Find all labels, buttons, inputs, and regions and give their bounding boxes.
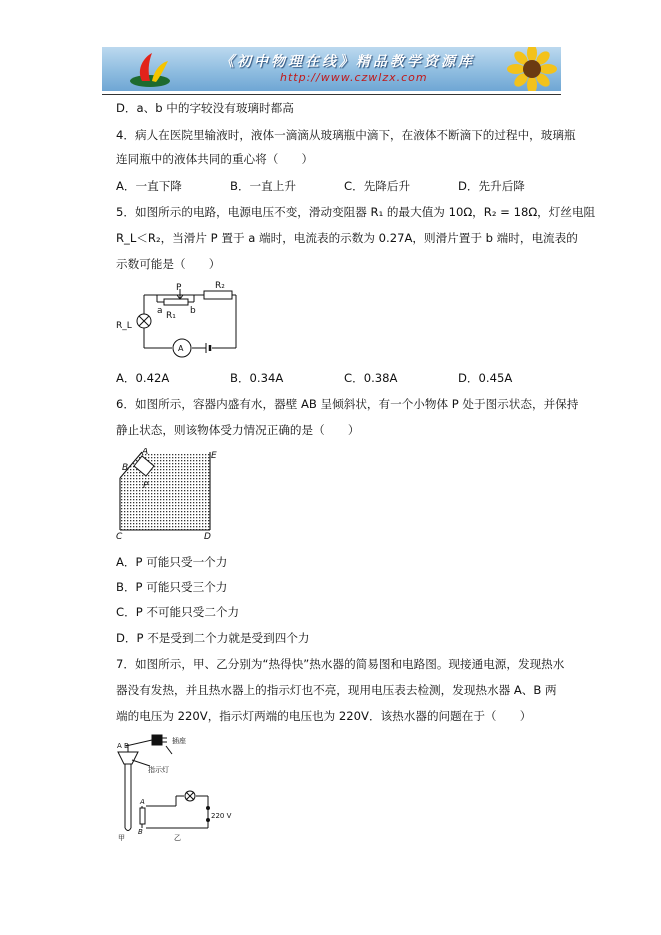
q7-label-plug: 插座 [172, 737, 186, 745]
q6-option-b: B．P 可能只受三个力 [116, 580, 228, 594]
q6-text-line2: 静止状态，则该物体受力情况正确的是（ ） [116, 423, 360, 437]
header-rule [102, 94, 561, 95]
q5-label-a: a [157, 306, 163, 316]
q6-label-a: A [142, 448, 149, 457]
q7-label-220v: 220 V [211, 812, 232, 820]
q6-option-d: D．P 不是受到二个力就是受到四个力 [116, 631, 310, 645]
q7-label-a: A [140, 798, 145, 806]
q6-container-diagram [112, 448, 222, 540]
q4-text-line2: 连同瓶中的液体共同的重心将（ ） [116, 152, 314, 166]
q3-option-d: D．a、b 中的字较没有玻璃时都高 [116, 101, 294, 115]
q7-label-yi: 乙 [174, 834, 181, 842]
q7-label-b: B [138, 828, 143, 836]
q6-option-c: C．P 不可能只受二个力 [116, 605, 240, 619]
header-banner [102, 47, 561, 91]
banner-url: http://www.czwlzx.com [280, 71, 428, 84]
q7-label-lamp: 指示灯 [148, 766, 169, 774]
q7-label-jia: 甲 [118, 834, 125, 842]
q5-option-a: A．0.42A [116, 371, 170, 385]
q5-ammeter-label: A [178, 344, 184, 353]
q5-label-p: P [176, 283, 182, 293]
q5-label-r2: R₂ [215, 281, 225, 291]
q5-text-line2: R_L＜R₂，当滑片 P 置于 a 端时，电流表的示数为 0.27A，则滑片置于 b 端时，电流表的 [116, 231, 578, 245]
q7-label-ab: A B [117, 742, 129, 750]
q6-option-a: A．P 可能只受一个力 [116, 555, 228, 569]
site-logo-icon [128, 51, 172, 89]
q5-label-rl: R_L [116, 321, 132, 331]
q6-label-p: P [143, 481, 149, 491]
q4-option-a: A．一直下降 [116, 179, 182, 193]
q7-text-line2: 器没有发热，并且热水器上的指示灯也不亮，现用电压表去检测，发现热水器 A、B 两 [116, 683, 557, 697]
q4-option-b: B．一直上升 [230, 179, 296, 193]
q6-text-line1: 6．如图所示，容器内盛有水，器壁 AB 呈倾斜状，有一个小物体 P 处于图示状态，并保持 [116, 397, 579, 411]
q7-text-line3: 端的电压为 220V，指示灯两端的电压也为 220V．该热水器的问题在于（ ） [116, 709, 532, 723]
q5-option-d: D．0.45A [458, 371, 513, 385]
q5-text-line1: 5．如图所示的电路，电源电压不变，滑动变阻器 R₁ 的最大值为 10Ω，R₂ = 18Ω，灯丝电阻 [116, 205, 596, 219]
sunflower-icon [502, 47, 561, 91]
q7-text-line1: 7．如图所示，甲、乙分别为“热得快”热水器的简易图和电路图。现接通电源，发现热水 [116, 657, 565, 671]
q7-heater-diagram [112, 732, 242, 842]
q5-text-line3: 示数可能是（ ） [116, 257, 221, 271]
banner-title: 《初中物理在线》精品教学资源库 [220, 54, 475, 70]
q5-option-b: B．0.34A [230, 371, 284, 385]
q4-option-c: C．先降后升 [344, 179, 411, 193]
q4-option-d: D．先升后降 [458, 179, 525, 193]
q4-text-line1: 4．病人在医院里输液时，液体一滴滴从玻璃瓶中滴下，在液体不断滴下的过程中，玻璃瓶 [116, 128, 576, 142]
q5-option-c: C．0.38A [344, 371, 398, 385]
q5-label-r1: R₁ [166, 311, 176, 321]
q6-label-e: E [211, 451, 217, 461]
q5-circuit-diagram [112, 280, 247, 360]
q6-label-b: B [122, 463, 129, 473]
q5-label-b: b [190, 306, 196, 316]
q6-label-c: C [116, 532, 123, 540]
q6-label-d: D [204, 532, 211, 540]
